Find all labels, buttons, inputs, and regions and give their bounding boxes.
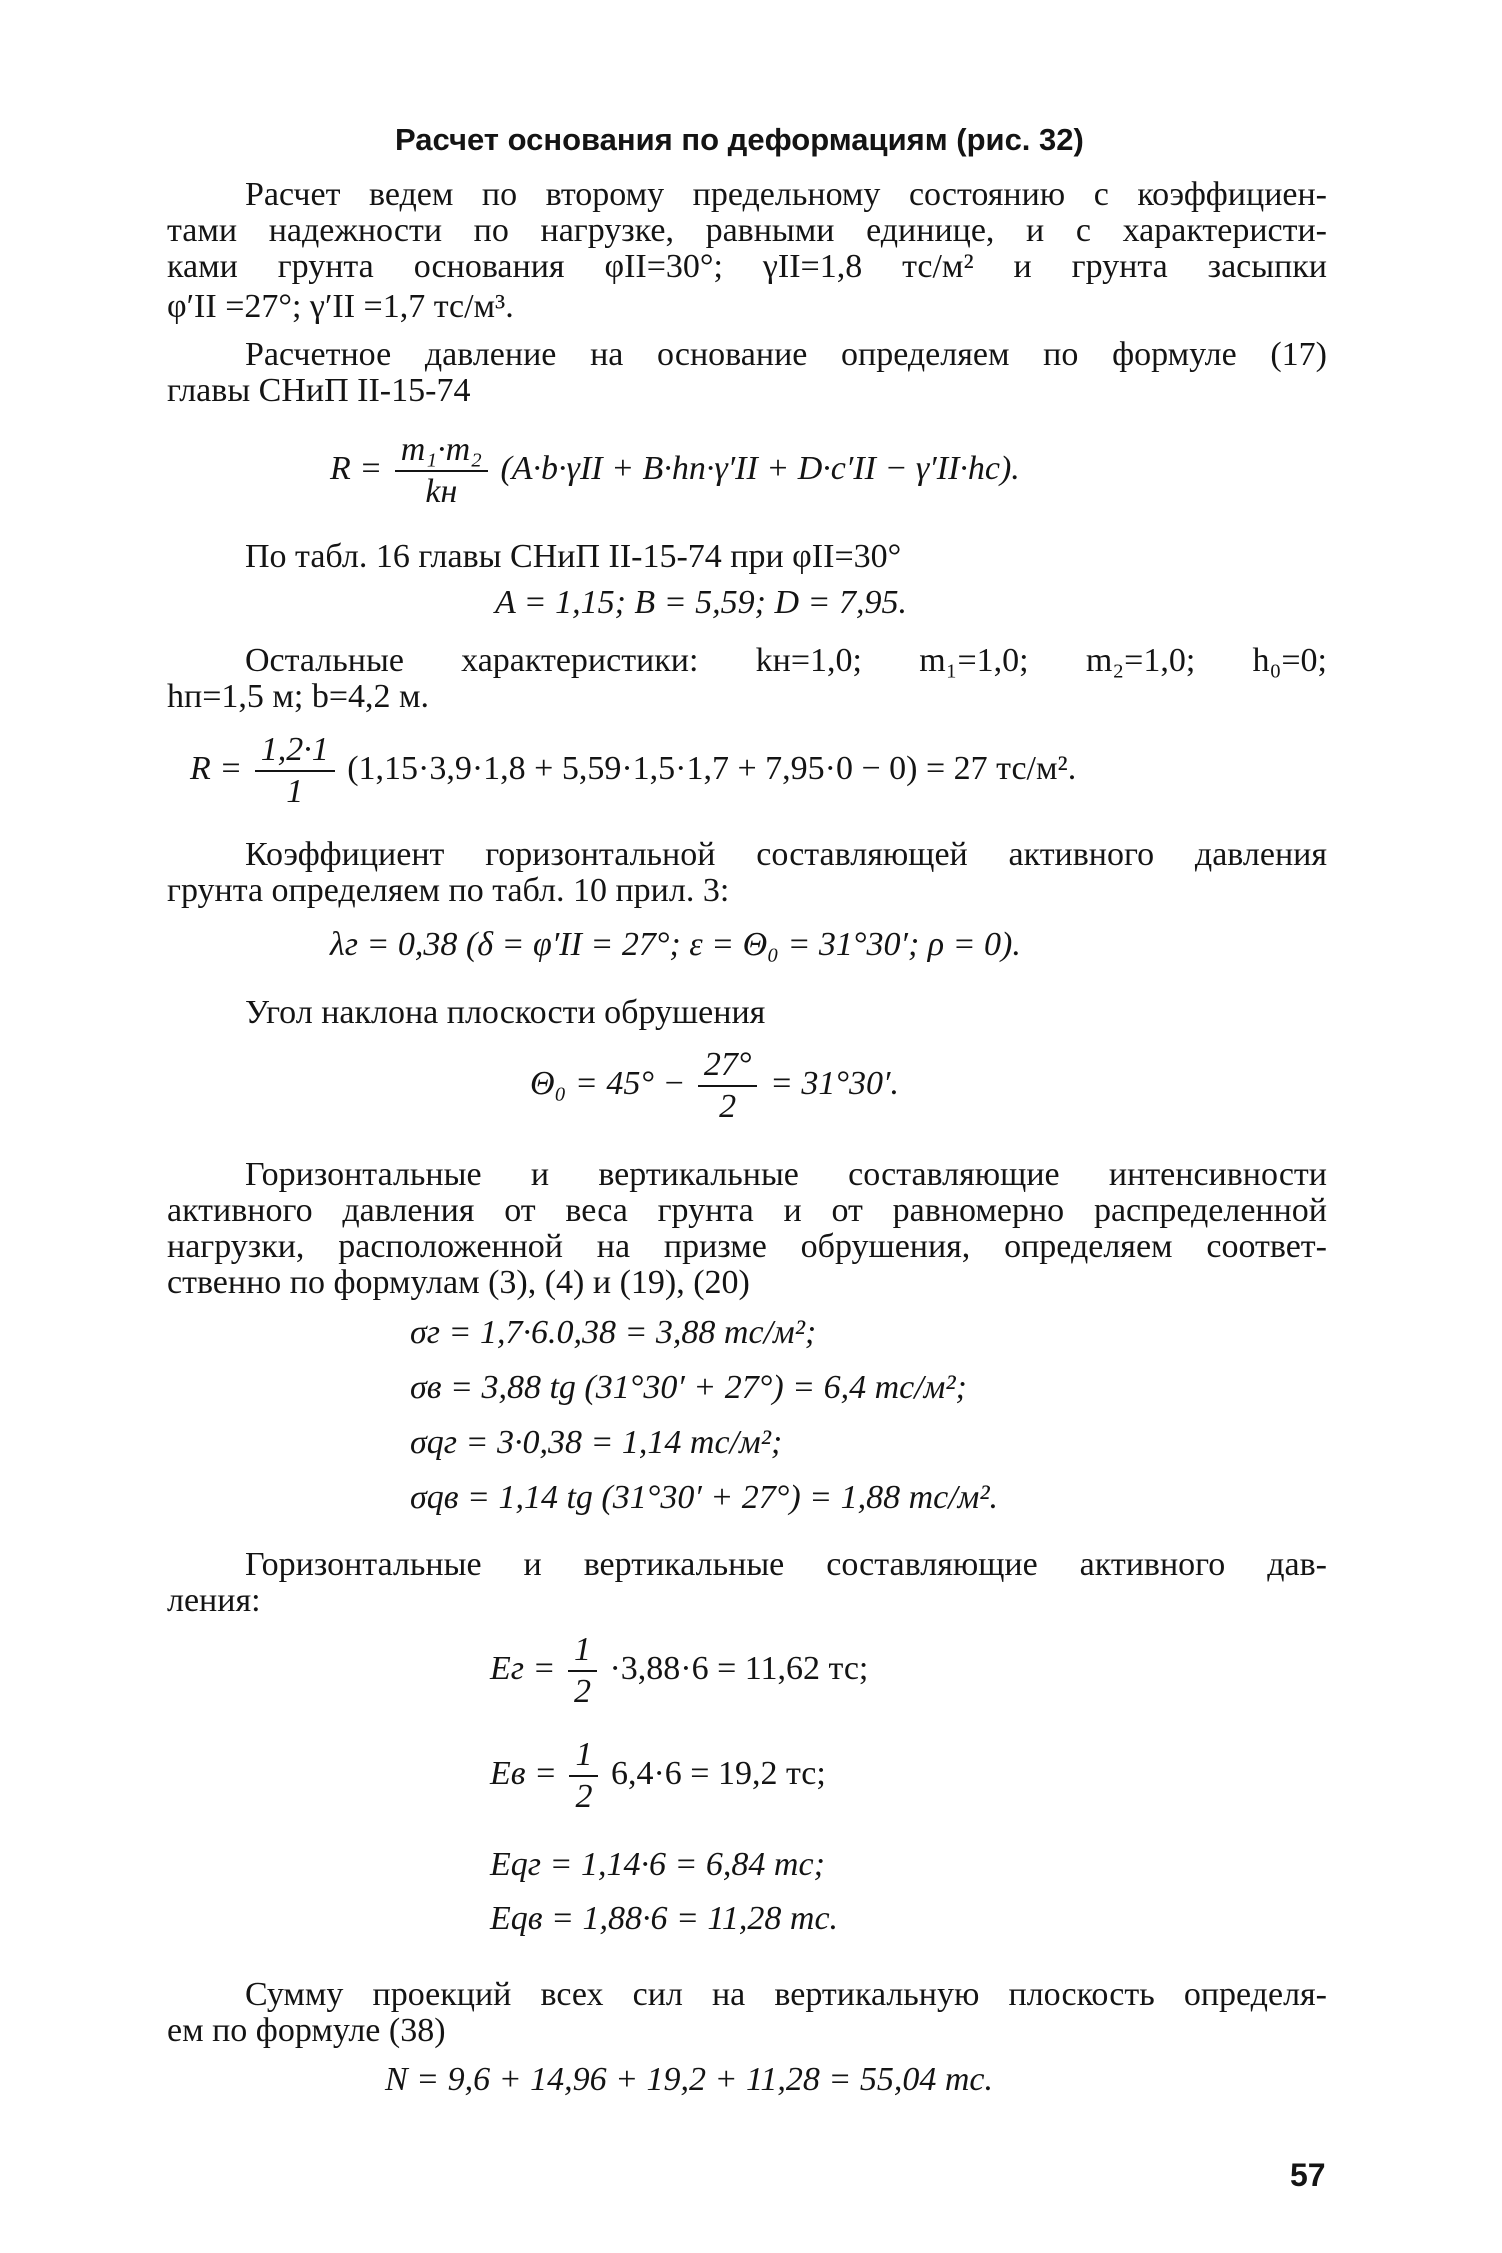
- fraction-denominator: kн: [425, 473, 458, 510]
- paragraph-line: Остальные характеристики: kн=1,0; m₁=1,0; m₂=1,0; h₀=0;: [245, 642, 1327, 679]
- paragraph-line: По табл. 16 главы СНиП II-15-74 при φII=30°: [245, 538, 902, 575]
- formula-rhs: (1,15·3,9·1,8 + 5,59·1,5·1,7 + 7,95·0 − 0) = 27 тс/м².: [347, 749, 1077, 787]
- paragraph-line: Горизонтальные и вертикальные составляющие активного дав-: [245, 1546, 1327, 1583]
- formula-lambda: λг = 0,38 (δ = φ′II = 27°; ε = Θ₀ = 31°30′; ρ = 0).: [330, 926, 1021, 963]
- fraction: [569, 1735, 598, 1817]
- formula-rhs: (A·b·γII + B·hп·γ′II + D·c′II − γ′II·hc).: [500, 449, 1020, 487]
- formula-lhs: R =: [190, 749, 243, 787]
- formula-N: N = 9,6 + 14,96 + 19,2 + 11,28 = 55,04 тс.: [385, 2061, 994, 2098]
- page-number: 57: [1290, 2157, 1326, 2193]
- formula-coefficients: A = 1,15; B = 5,59; D = 7,95.: [495, 584, 907, 621]
- fraction-denominator: 2: [573, 1673, 591, 1710]
- formula-rhs: 6,4·6 = 19,2 тс;: [610, 1754, 826, 1792]
- formula-sigma-v: σв = 3,88 tg (31°30′ + 27°) = 6,4 тс/м²;: [410, 1369, 967, 1406]
- paragraph-line: главы СНиП II-15-74: [167, 372, 471, 409]
- formula-E-v: [490, 1735, 826, 1817]
- paragraph-line: Расчет ведем по второму предельному состоянию с коэффициен-: [245, 176, 1327, 213]
- fraction-numerator: 1: [568, 1630, 597, 1672]
- paragraph-line: тами надежности по нагрузке, равными единице, и с характеристи-: [167, 212, 1327, 249]
- formula-lhs: R =: [330, 449, 383, 487]
- paragraph-line: Сумму проекций всех сил на вертикальную плоскость определя-: [245, 1976, 1327, 2013]
- paragraph-line: Коэффициент горизонтальной составляющей активного давления: [245, 836, 1327, 873]
- fraction-denominator: 1: [286, 773, 304, 810]
- paragraph-line: Горизонтальные и вертикальные составляющие интенсивности: [245, 1156, 1327, 1193]
- formula-lhs: Eг =: [490, 1649, 556, 1687]
- paragraph-line: ственно по формулам (3), (4) и (19), (20): [167, 1264, 750, 1301]
- formula-lhs: Θ₀ = 45° −: [530, 1064, 686, 1102]
- fraction-numerator: 1,2·1: [255, 730, 335, 772]
- paragraph-line: hп=1,5 м; b=4,2 м.: [167, 678, 430, 715]
- paragraph-line: Расчетное давление на основание определяем по формуле (17): [245, 336, 1327, 373]
- fraction-numerator: m₁·m₂: [395, 430, 488, 472]
- formula-sigma-g: σг = 1,7·6.0,38 = 3,88 тс/м²;: [410, 1314, 817, 1351]
- paragraph-line: φ′II =27°; γ′II =1,7 тс/м³.: [167, 288, 514, 325]
- formula-E-g: [490, 1630, 868, 1712]
- formula-R-numeric: [190, 730, 1076, 812]
- fraction: [568, 1630, 597, 1712]
- formula-rhs: = 31°30′.: [769, 1064, 899, 1102]
- section-heading: Расчет основания по деформациям (рис. 32): [395, 122, 1084, 157]
- formula-R: [330, 430, 1020, 512]
- paragraph-line: грунта определяем по табл. 10 прил. 3:: [167, 872, 730, 909]
- formula-rhs: ·3,88·6 = 11,62 тс;: [609, 1649, 869, 1687]
- fraction-denominator: 2: [719, 1088, 737, 1125]
- formula-sigma-qv: σqв = 1,14 tg (31°30′ + 27°) = 1,88 тс/м².: [410, 1479, 999, 1516]
- formula-sigma-qg: σqг = 3·0,38 = 1,14 тс/м²;: [410, 1424, 783, 1461]
- paragraph-line: нагрузки, расположенной на призме обрушения, определяем соответ-: [167, 1228, 1327, 1265]
- fraction-numerator: 1: [569, 1735, 598, 1777]
- paragraph-line: ками грунта основания φII=30°; γII=1,8 тс/м² и грунта засыпки: [167, 248, 1327, 285]
- formula-E-qg: Eqг = 1,14·6 = 6,84 тс;: [490, 1846, 825, 1883]
- paragraph-line: Угол наклона плоскости обрушения: [245, 994, 766, 1031]
- formula-theta: [530, 1045, 899, 1127]
- paragraph-line: активного давления от веса грунта и от равномерно распределенной: [167, 1192, 1327, 1229]
- fraction-denominator: 2: [575, 1778, 593, 1815]
- fraction-numerator: 27°: [698, 1045, 758, 1087]
- formula-lhs: Eв =: [490, 1754, 557, 1792]
- fraction: [395, 430, 488, 512]
- formula-E-qv: Eqв = 1,88·6 = 11,28 тс.: [490, 1900, 839, 1937]
- fraction: [698, 1045, 758, 1127]
- paragraph-line: ем по формуле (38): [167, 2012, 446, 2049]
- paragraph-line: ления:: [167, 1582, 261, 1619]
- fraction: [255, 730, 335, 812]
